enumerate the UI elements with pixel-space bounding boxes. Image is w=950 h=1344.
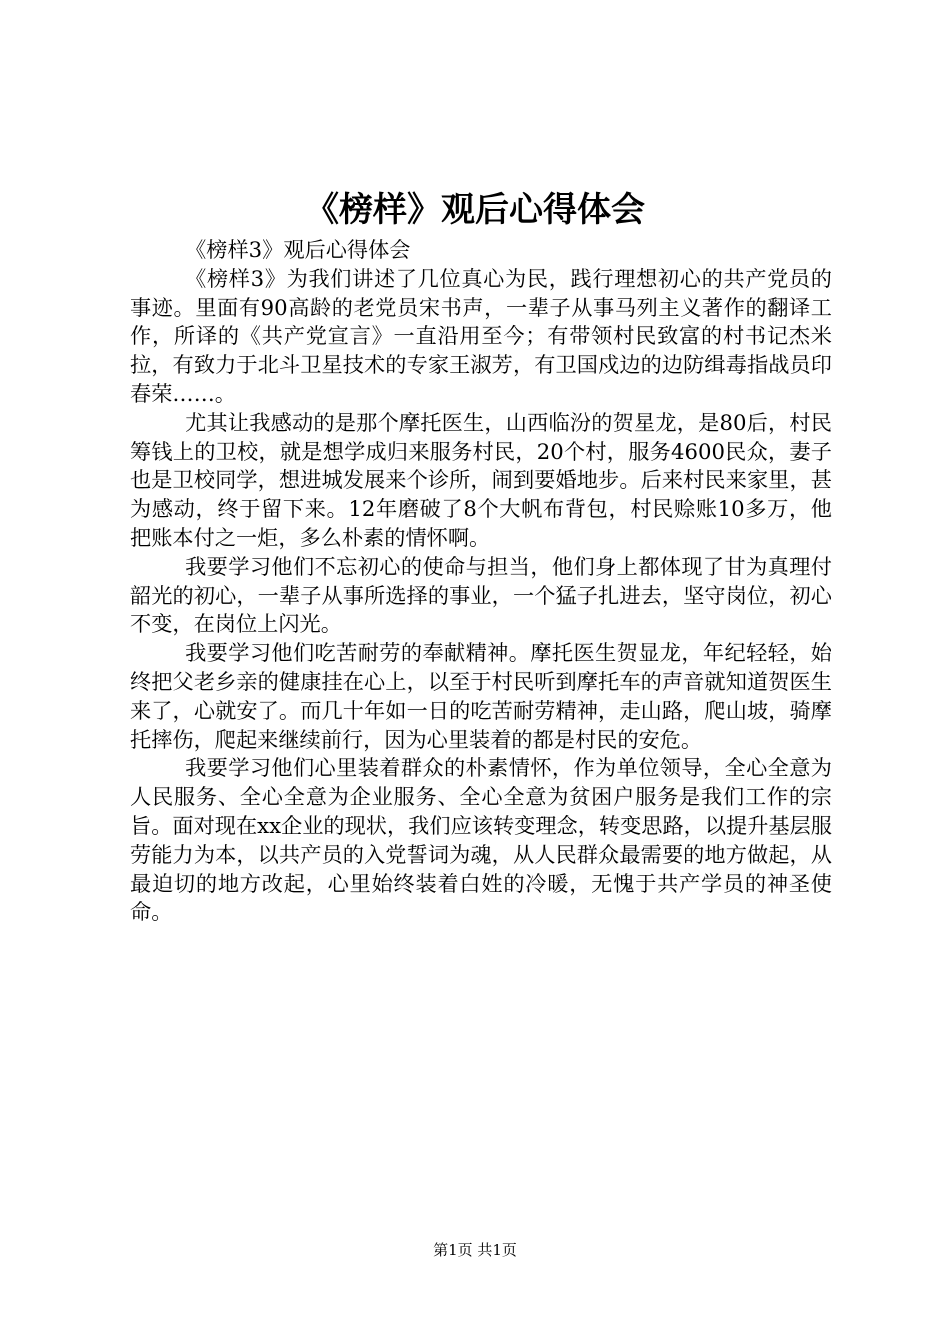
document-body bbox=[130, 236, 832, 927]
document-title: 《榜样》观后心得体会 bbox=[305, 190, 645, 230]
paragraph-subtitle: 《榜样3》观后心得体会 bbox=[185, 237, 411, 262]
paragraph-intro: 《榜样3》为我们讲述了几位真心为民，践行理想初心的共产党员的事迹。里面有90高龄的老党员宋书声，一辈子从事马列主义著作的翻译工作，所译的《共产党宣言》一直沿用至今；有带领村民致富的村书记杰米拉，有致力于北斗卫星技术的专家王淑芳，有卫国戍边的边防缉毒指战员印春荣……。 bbox=[130, 265, 832, 406]
paragraph-original-aspiration: 我要学习他们不忘初心的使命与担当，他们身上都体现了甘为真理付韶光的初心，一辈子从事所选择的事业，一个猛子扎进去，坚守岗位，初心不变，在岗位上闪光。 bbox=[130, 553, 832, 637]
paragraph-serving-people: 我要学习他们心里装着群众的朴素情怀，作为单位领导，全心全意为人民服务、全心全意为企业服务、全心全意为贫困户服务是我们工作的宗旨。面对现在xx企业的现状，我们应该转变理念，转变思路，以提升基层服劳能力为本，以共产员的入党誓词为魂，从人民群众最需要的地方做起，从最迫切的地方改起，心里始终装着白姓的冷暖，无愧于共产学员的神圣使命。 bbox=[130, 755, 832, 925]
paragraph-dedication-spirit: 我要学习他们吃苦耐劳的奉献精神。摩托医生贺显龙，年纪轻轻，始终把父老乡亲的健康挂在心上，以至于村民听到摩托车的声音就知道贺医生来了，心就安了。而几十年如一日的吃苦耐劳精神，走山路，爬山坡，骑摩托摔伤，爬起来继续前行，因为心里装着的都是村民的安危。 bbox=[130, 640, 832, 752]
paragraph-motorcycle-doctor: 尤其让我感动的是那个摩托医生，山西临汾的贺星龙，是80后，村民筹钱上的卫校，就是想学成归来服务村民，20个村，服务4600民众，妻子也是卫校同学，想进城发展来个诊所，闹到要婚地步。后来村民来家里，甚为感动，终于留下来。12年磨破了8个大帆布背包，村民赊账10多万，他把账本付之一炬，多么朴素的情怀啊。 bbox=[130, 409, 832, 550]
page-number-footer: 第1页 共1页 bbox=[433, 1241, 517, 1259]
